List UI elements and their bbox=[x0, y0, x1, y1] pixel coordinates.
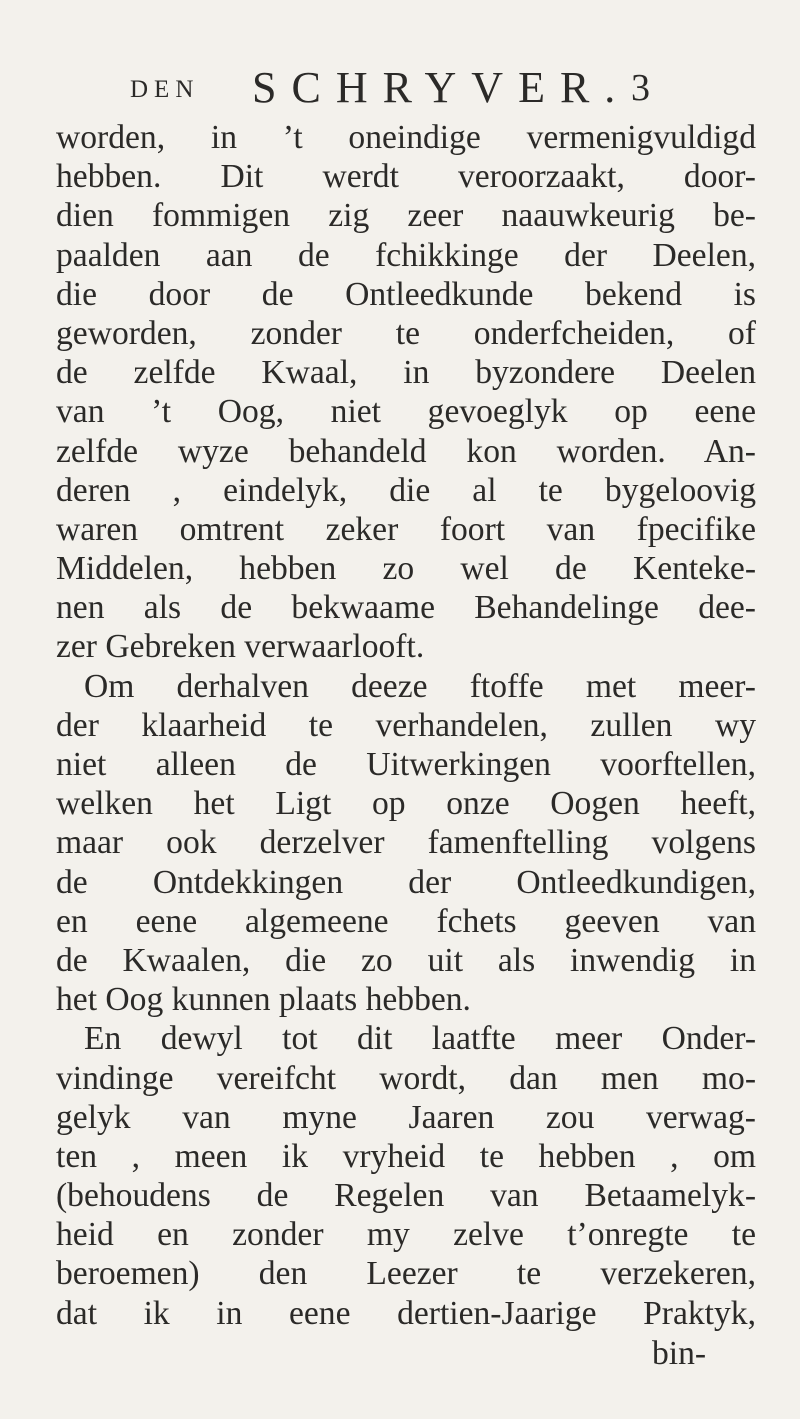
text-line: welken het Ligt op onze Oogen heeft, bbox=[56, 785, 756, 823]
text-line: dien fommigen zig zeer naauwkeurig be- bbox=[56, 197, 756, 235]
text-line: ten , meen ik vryheid te hebben , om bbox=[56, 1137, 756, 1175]
text-line: zer Gebreken verwaarlooft. bbox=[56, 628, 425, 666]
text-line: vindinge vereifcht wordt, dan men mo- bbox=[56, 1059, 756, 1097]
body-text bbox=[56, 118, 756, 1333]
text-line: maar ook derzelver famenftelling volgens bbox=[56, 824, 756, 862]
running-head-title: SCHRYVER. bbox=[252, 63, 631, 112]
text-line: dat ik in eene dertien-Jaarige Praktyk, bbox=[56, 1294, 756, 1332]
catchword: bin- bbox=[652, 1335, 707, 1372]
text-line: heid en zonder my zelve t’onregte te bbox=[56, 1216, 756, 1254]
text-line: gelyk van myne Jaaren zou verwag- bbox=[56, 1098, 756, 1136]
running-head-den: DEN bbox=[130, 76, 200, 103]
text-line: der klaarheid te verhandelen, zullen wy bbox=[56, 706, 756, 744]
text-line: de Ontdekkingen der Ontleedkundigen, bbox=[56, 863, 756, 901]
page-number: 3 bbox=[631, 67, 650, 109]
text-line: niet alleen de Uitwerkingen voorftellen, bbox=[56, 746, 756, 783]
text-line: nen als de bekwaame Behandelinge dee- bbox=[56, 589, 756, 627]
text-line: die door de Ontleedkunde bekend is bbox=[56, 275, 756, 313]
text-line: (behoudens de Regelen van Betaamelyk- bbox=[56, 1177, 756, 1215]
text-line: hebben. Dit werdt veroorzaakt, door- bbox=[56, 158, 756, 196]
text-line: de Kwaalen, die zo uit als inwendig in bbox=[56, 941, 756, 979]
text-line: van ’t Oog, niet gevoeglyk op eene bbox=[56, 393, 756, 431]
text-line: beroemen) den Leezer te verzekeren, bbox=[56, 1255, 756, 1293]
text-line: de zelfde Kwaal, in byzondere Deelen bbox=[56, 354, 756, 392]
text-line: en eene algemeene fchets geeven van bbox=[56, 902, 756, 940]
text-line: zelfde wyze behandeld kon worden. An- bbox=[56, 432, 756, 470]
text-line: worden, in ’t oneindige vermenigvuldigd bbox=[56, 119, 756, 156]
text-line: En dewyl tot dit laatfte meer Onder- bbox=[84, 1020, 756, 1058]
running-head bbox=[130, 62, 660, 112]
text-line: waren omtrent zeker foort van fpecifike bbox=[56, 510, 756, 548]
text-line: het Oog kunnen plaats hebben. bbox=[56, 981, 471, 1019]
text-line: paalden aan de fchikkinge der Deelen, bbox=[56, 236, 756, 274]
text-line: Middelen, hebben zo wel de Kenteke- bbox=[56, 550, 756, 588]
text-line: deren , eindelyk, die al te bygeloovig bbox=[56, 471, 756, 509]
text-line: Om derhalven deeze ftoffe met meer- bbox=[84, 667, 756, 705]
text-line: geworden, zonder te onderfcheiden, of bbox=[56, 314, 756, 352]
